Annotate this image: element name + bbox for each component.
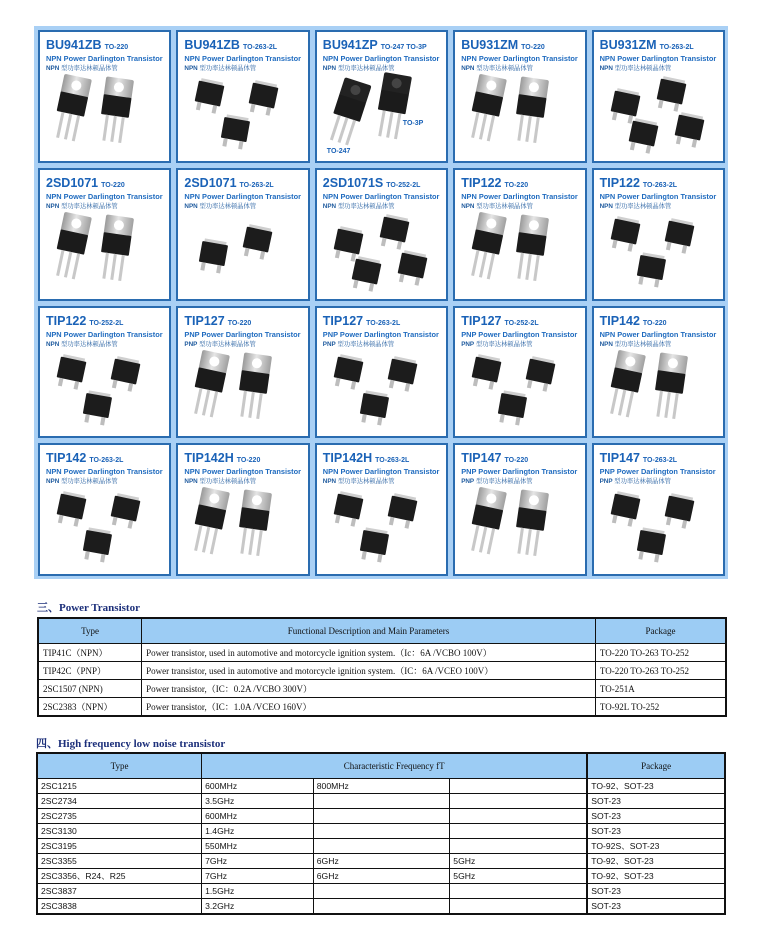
transistor-photo [178, 489, 307, 570]
product-package: TO-220 [101, 181, 125, 189]
product-card [592, 168, 725, 301]
transistor-photo [455, 352, 584, 433]
to220-transistor-icon [190, 349, 230, 414]
cell-freq-3 [450, 899, 587, 915]
product-package: TO-220 [642, 319, 667, 327]
cell-freq-2 [313, 809, 450, 824]
cell-type: 2SC2383（NPN） [38, 698, 142, 717]
product-description: NPN Power Darlington Transistor [184, 191, 302, 201]
to220-transistor-icon [513, 214, 549, 277]
product-package: TO-263-2L [375, 457, 410, 465]
header-description: Functional Description and Main Parameters [142, 618, 596, 644]
cell-freq-3 [450, 884, 587, 899]
cell-freq-1: 550MHz [202, 839, 314, 854]
product-package: TO-263-2L [89, 457, 124, 465]
table-row [37, 839, 725, 854]
product-package: TO-263-2L [659, 44, 694, 51]
product-card [453, 30, 586, 163]
cell-type: TIP42C（PNP） [38, 662, 142, 680]
product-description-cn: NPN 型功率达林顿晶体管 [599, 65, 672, 72]
product-card [38, 168, 171, 301]
cell-freq-1: 3.5GHz [202, 794, 314, 809]
cell-freq-2: 800MHz [313, 779, 450, 794]
product-model: TIP122 [461, 175, 502, 190]
product-package: TO-263-2L [242, 44, 278, 51]
transistor-photo [178, 214, 307, 295]
product-description: NPN Power Darlington Transistor [46, 191, 163, 201]
to220-transistor-icon [52, 211, 92, 276]
smd-transistor-icon [358, 389, 389, 425]
smd-transistor-icon [609, 215, 641, 252]
product-card [315, 443, 448, 576]
smd-transistor-icon [193, 78, 225, 115]
product-card [453, 443, 586, 576]
cell-description: Power transistor, used in automotive and motorcycle ignition system.（IC：6A /VCEO 100V） [142, 662, 596, 680]
product-description: NPN Power Darlington Transistor [46, 329, 163, 339]
transistor-photo [594, 489, 723, 570]
to220-transistor-icon [513, 490, 549, 553]
power-transistor-table [37, 617, 727, 717]
product-description-cn: NPN 型功率达林顿晶体管 [322, 478, 395, 486]
header-type: Type [38, 618, 142, 644]
product-description-cn: NPN 型功率达林顿晶体管 [46, 340, 118, 348]
product-description-cn: NPN 型功率达林顿晶体管 [461, 202, 533, 210]
smd-transistor-icon [627, 118, 659, 155]
cell-type: 2SC3356、R24、R25 [37, 869, 202, 884]
cell-type: 2SC1507 (NPN) [38, 680, 142, 698]
cell-type: 2SC1215 [37, 779, 202, 794]
smd-transistor-icon [198, 238, 229, 274]
cell-package: TO-92S、SOT-23 [587, 839, 725, 854]
product-model: 2SD1071 [46, 175, 99, 190]
product-description: NPN Power Darlington Transistor [46, 54, 163, 63]
product-package: TO-252-2L [386, 181, 421, 189]
product-model: BU931ZM [461, 38, 519, 52]
table-row [37, 824, 725, 839]
product-description: PNP Power Darlington Transistor [461, 467, 578, 477]
cell-freq-3: 5GHz [450, 869, 587, 884]
to220-transistor-icon [98, 214, 134, 277]
product-card [176, 443, 309, 576]
product-model: TIP127 [322, 313, 364, 328]
product-model: TIP122 [599, 175, 640, 190]
product-package: TO-263-2L [642, 181, 678, 189]
to220-transistor-icon [236, 490, 272, 553]
product-description-cn: PNP 型功率达林顿晶体管 [184, 340, 256, 348]
smd-transistor-icon [55, 491, 87, 528]
cell-type: 2SC3838 [37, 899, 202, 915]
table-header-row [38, 618, 726, 644]
header-type: Type [37, 753, 202, 779]
transistor-photo [40, 214, 169, 295]
cell-freq-1: 600MHz [202, 779, 314, 794]
transistor-photo [40, 76, 169, 157]
smd-transistor-icon [220, 114, 251, 150]
cell-freq-2 [313, 884, 450, 899]
hf-transistor-table [36, 752, 726, 915]
cell-package: TO-251A [595, 680, 726, 698]
product-package: TO-220 [236, 457, 261, 465]
transistor-photo [455, 489, 584, 570]
table-row [37, 854, 725, 869]
smd-transistor-icon [109, 493, 141, 530]
smd-transistor-icon [635, 527, 666, 563]
product-description: NPN Power Darlington Transistor [461, 191, 578, 201]
product-card [176, 306, 309, 439]
product-description: NPN Power Darlington Transistor [599, 54, 717, 63]
cell-type: 2SC3195 [37, 839, 202, 854]
to220-transistor-icon [467, 74, 507, 139]
product-card [38, 443, 171, 576]
cell-freq-2: 6GHz [313, 854, 450, 869]
product-card [38, 30, 171, 163]
product-package: TO-247 TO-3P [380, 44, 427, 51]
cell-package: TO-92、SOT-23 [587, 779, 725, 794]
product-description: NPN Power Darlington Transistor [184, 467, 302, 477]
cell-freq-1: 1.5GHz [202, 884, 314, 899]
product-package: TO-252-2L [504, 319, 539, 327]
cell-freq-2 [313, 794, 450, 809]
table-row [37, 794, 725, 809]
product-description-cn: NPN 型功率达林顿晶体管 [46, 202, 118, 210]
cell-freq-2 [313, 839, 450, 854]
cell-package: SOT-23 [587, 899, 725, 915]
product-description: PNP Power Darlington Transistor [184, 329, 301, 339]
cell-freq-1: 600MHz [202, 809, 314, 824]
smd-transistor-icon [663, 217, 695, 254]
product-card [315, 168, 448, 301]
section-title-power-transistor: 三、Power Transistor [37, 602, 140, 614]
header-package: Package [595, 618, 726, 644]
product-card [592, 306, 725, 439]
cell-type: 2SC2735 [37, 809, 202, 824]
transistor-photo [317, 76, 446, 157]
smd-transistor-icon [470, 353, 502, 390]
product-description: NPN Power Darlington Transistor [46, 467, 163, 477]
cell-description: Power transistor,（IC：0.2A /VCBO 300V） [142, 680, 596, 698]
table-row [37, 884, 725, 899]
product-package: TO-220 [227, 319, 252, 327]
smd-transistor-icon [332, 491, 364, 528]
smd-transistor-icon [81, 527, 112, 563]
product-model: TIP142H [322, 451, 373, 466]
product-model: BU941ZP [322, 38, 378, 52]
cell-freq-3: 5GHz [450, 854, 587, 869]
table-row [38, 698, 726, 717]
smd-transistor-icon [81, 389, 112, 425]
product-model: TIP147 [599, 451, 640, 466]
product-package: TO-220 [104, 44, 129, 51]
product-package: TO-220 [504, 457, 529, 465]
cell-description: Power transistor, used in automotive and motorcycle ignition system.（Ic：6A /VCBO 100V） [142, 644, 596, 662]
product-model: TIP147 [461, 451, 502, 466]
package-label: TO-3P [402, 120, 424, 127]
product-model: TIP127 [461, 313, 502, 328]
cell-package: TO-92、SOT-23 [587, 869, 725, 884]
transistor-photo [178, 76, 307, 157]
to220-transistor-icon [467, 487, 507, 552]
smd-transistor-icon [358, 527, 389, 563]
smd-transistor-icon [332, 353, 364, 390]
transistor-photo [317, 352, 446, 433]
to220-transistor-icon [98, 76, 134, 139]
product-model: 2SD1071S [322, 175, 384, 190]
product-description-cn: PNP 型功率达林顿晶体管 [599, 478, 671, 486]
cell-package: TO-220 TO-263 TO-252 [595, 662, 726, 680]
to220-transistor-icon [467, 211, 507, 276]
transistor-photo [594, 214, 723, 295]
product-model: TIP122 [46, 313, 87, 328]
cell-type: 2SC3837 [37, 884, 202, 899]
product-description-cn: NPN 型功率达林顿晶体管 [184, 202, 257, 210]
cell-freq-2 [313, 824, 450, 839]
product-description-cn: NPN 型功率达林顿晶体管 [46, 478, 118, 486]
product-description: NPN Power Darlington Transistor [322, 54, 440, 63]
to220-transistor-icon [236, 352, 272, 415]
product-description: PNP Power Darlington Transistor [599, 467, 716, 477]
cell-package: TO-92、SOT-23 [587, 854, 725, 869]
product-model: 2SD1071 [184, 175, 237, 190]
product-card [315, 306, 448, 439]
cell-package: TO-92L TO-252 [595, 698, 726, 717]
product-package: TO-220 [504, 181, 529, 189]
product-model: BU941ZB [46, 38, 102, 52]
product-description-cn: NPN 型功率达林顿晶体管 [461, 65, 533, 72]
product-description-cn: NPN 型功率达林顿晶体管 [599, 202, 672, 210]
product-grid [34, 26, 728, 579]
product-description: PNP Power Darlington Transistor [322, 329, 439, 339]
cell-package: SOT-23 [587, 824, 725, 839]
transistor-photo [40, 352, 169, 433]
smd-transistor-icon [55, 353, 87, 390]
table-row [37, 899, 725, 915]
cell-freq-3 [450, 779, 587, 794]
table-row [38, 680, 726, 698]
product-package: TO-263-2L [366, 319, 401, 327]
product-model: BU941ZB [184, 38, 240, 52]
product-model: TIP142 [599, 313, 640, 328]
product-description: PNP Power Darlington Transistor [461, 329, 578, 339]
product-model: TIP142 [46, 451, 87, 466]
to220-transistor-icon [190, 487, 230, 552]
product-description-cn: NPN 型功率达林顿晶体管 [599, 340, 672, 348]
smd-transistor-icon [663, 493, 695, 530]
product-description: NPN Power Darlington Transistor [461, 54, 578, 63]
product-package: TO-263-2L [642, 457, 678, 465]
cell-freq-1: 7GHz [202, 854, 314, 869]
product-description: NPN Power Darlington Transistor [184, 54, 302, 63]
smd-transistor-icon [109, 355, 141, 392]
product-model: TIP127 [184, 313, 225, 328]
cell-freq-3 [450, 809, 587, 824]
transistor-photo [317, 214, 446, 295]
product-description: NPN Power Darlington Transistor [599, 329, 717, 339]
to220-transistor-icon [52, 74, 92, 139]
product-card [453, 306, 586, 439]
smd-transistor-icon [497, 389, 528, 425]
section-title-hf-transistor: 四、High frequency low noise transistor [36, 738, 226, 750]
product-description-cn: NPN 型功率达林顿晶体管 [322, 65, 395, 72]
product-description-cn: PNP 型功率达林顿晶体管 [461, 340, 533, 348]
smd-transistor-icon [378, 213, 410, 250]
product-description: NPN Power Darlington Transistor [599, 191, 717, 201]
product-card [176, 30, 309, 163]
product-card [315, 30, 448, 163]
cell-freq-3 [450, 824, 587, 839]
smd-transistor-icon [609, 491, 641, 528]
transistor-photo [455, 214, 584, 295]
package-label: TO-247 [326, 147, 351, 155]
smd-transistor-icon [635, 252, 666, 288]
smd-transistor-icon [350, 255, 382, 292]
product-card [38, 306, 171, 439]
cell-freq-1: 7GHz [202, 869, 314, 884]
transistor-photo [40, 489, 169, 570]
product-card [453, 168, 586, 301]
cell-freq-3 [450, 839, 587, 854]
cell-freq-2 [313, 899, 450, 915]
cell-package: SOT-23 [587, 884, 725, 899]
product-card [592, 30, 725, 163]
transistor-photo [178, 352, 307, 433]
cell-freq-3 [450, 794, 587, 809]
table-row [37, 809, 725, 824]
smd-transistor-icon [655, 76, 687, 113]
cell-type: 2SC3130 [37, 824, 202, 839]
product-description-cn: PNP 型功率达林顿晶体管 [322, 340, 395, 348]
product-description-cn: NPN 型功率达林顿晶体管 [184, 65, 257, 72]
table-row [37, 779, 725, 794]
product-description: NPN Power Darlington Transistor [322, 467, 440, 477]
table-row [38, 662, 726, 680]
cell-description: Power transistor,（IC：1.0A /VCEO 160V） [142, 698, 596, 717]
cell-type: 2SC3355 [37, 854, 202, 869]
to247-transistor-icon [326, 77, 371, 143]
product-card [592, 443, 725, 576]
table-row [37, 869, 725, 884]
smd-transistor-icon [386, 355, 418, 392]
cell-freq-2: 6GHz [313, 869, 450, 884]
table-row [38, 644, 726, 662]
product-package: TO-252-2L [89, 319, 124, 327]
cell-freq-1: 1.4GHz [202, 824, 314, 839]
transistor-photo [317, 489, 446, 570]
smd-transistor-icon [241, 223, 273, 260]
cell-package: TO-220 TO-263 TO-252 [595, 644, 726, 662]
product-description: NPN Power Darlington Transistor [322, 191, 440, 201]
transistor-photo [594, 352, 723, 433]
product-card [176, 168, 309, 301]
to220-transistor-icon [652, 352, 688, 415]
header-package: Package [587, 753, 725, 779]
product-package: TO-263-2L [239, 181, 274, 189]
cell-type: TIP41C（NPN） [38, 644, 142, 662]
product-description-cn: PNP 型功率达林顿晶体管 [461, 478, 533, 486]
smd-transistor-icon [386, 493, 418, 530]
transistor-photo [594, 76, 723, 157]
smd-transistor-icon [247, 80, 279, 117]
cell-package: SOT-23 [587, 794, 725, 809]
smd-transistor-icon [524, 355, 556, 392]
product-description-cn: NPN 型功率达林顿晶体管 [184, 478, 257, 486]
product-model: TIP142H [184, 451, 234, 466]
cell-freq-1: 3.2GHz [202, 899, 314, 915]
table-header-row [37, 753, 725, 779]
product-package: TO-220 [521, 44, 545, 51]
transistor-photo [455, 76, 584, 157]
product-description-cn: NPN 型功率达林顿晶体管 [46, 65, 118, 72]
smd-transistor-icon [396, 249, 428, 286]
to220-transistor-icon [513, 76, 549, 139]
cell-package: SOT-23 [587, 809, 725, 824]
smd-transistor-icon [673, 112, 705, 149]
to220-transistor-icon [606, 349, 646, 414]
cell-type: 2SC2734 [37, 794, 202, 809]
product-model: BU931ZM [599, 38, 657, 52]
header-frequency: Characteristic Frequency fT [202, 753, 588, 779]
product-description-cn: NPN 型功率达林顿晶体管 [322, 202, 395, 210]
